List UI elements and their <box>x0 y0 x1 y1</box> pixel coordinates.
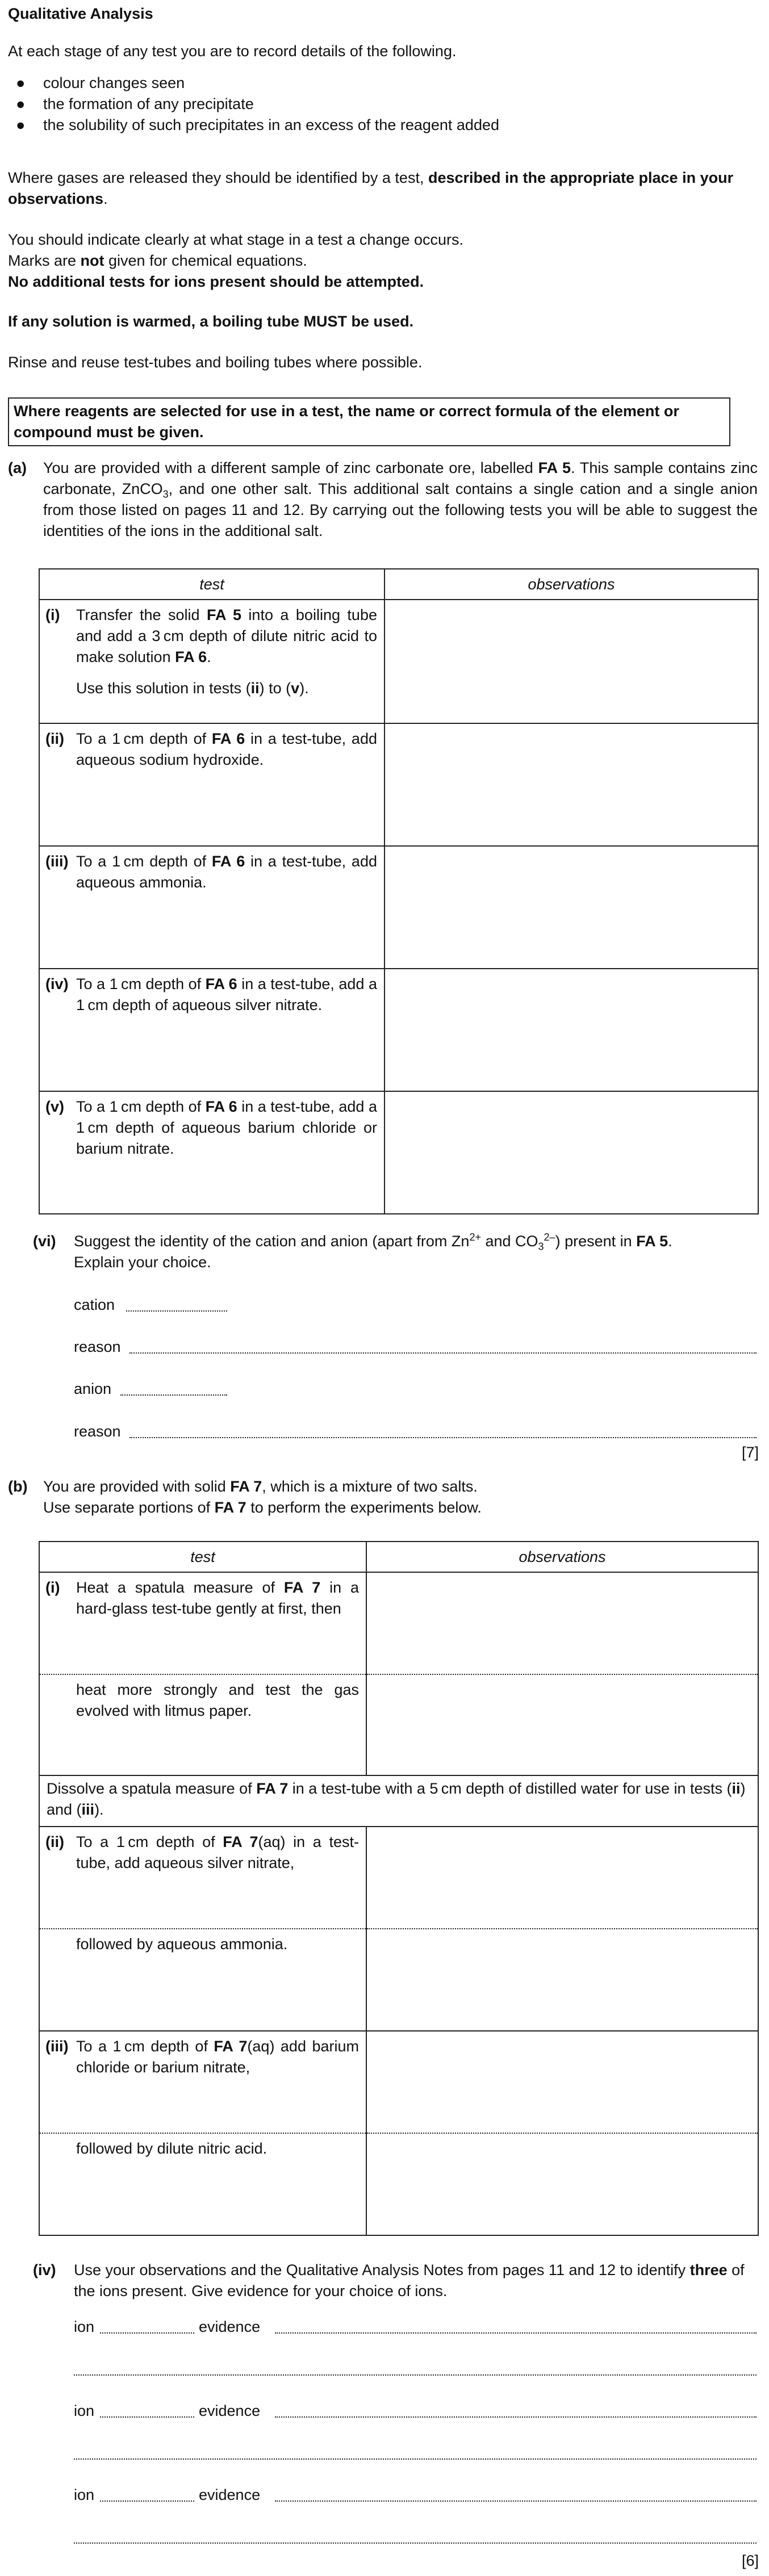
table-row <box>39 846 758 969</box>
reason-label: reason <box>74 1423 121 1440</box>
marks-badge: [7] <box>741 1444 759 1461</box>
table-row <box>39 600 758 723</box>
ion-label: ion <box>74 2318 95 2335</box>
test-description: (ii) To a 1 cm depth of FA 7(aq) in a test-tube, add aqueous silver nitrate, <box>45 1833 359 1871</box>
evidence-label: evidence <box>199 2318 261 2335</box>
marks-badge: [6] <box>741 2552 759 2569</box>
bullet-icon: ● <box>16 74 26 91</box>
dissolve-instruction: Dissolve a spatula measure of FA 7 in a test-tube with a 5 cm depth of distilled water for use in tests (ii) and (iii). <box>47 1780 746 1818</box>
test-description: (iii) To a 1 cm depth of FA 7(aq) add barium chloride or barium nitrate, <box>45 2038 359 2076</box>
observations-cell[interactable] <box>366 1572 758 1674</box>
test-description: heat more strongly and test the gas evolved with litmus paper. <box>76 1681 359 1719</box>
part-a-intro: You are provided with a different sample of zinc carbonate ore, labelled FA 5. This sample contains zinc carbonate, ZnCO$_3$, and one other salt. This additional salt contains a single cation and a single anion from those listed on pages 11 and 12. By carrying out the following tests you will be able to suggest the identities of the ions in the additional salt. <box>43 459 758 539</box>
intro-text: At each stage of any test you are to record details of the following. <box>8 43 457 60</box>
evidence-answer-line[interactable] <box>74 2458 757 2460</box>
test-description: (iv) To a 1 cm depth of FA 6 in a test-tube, add a 1 cm depth of aqueous silver nitrate. <box>45 975 377 1013</box>
ion-answer-line[interactable] <box>100 2332 194 2334</box>
ion-answer-line[interactable] <box>100 2500 194 2502</box>
observations-cell[interactable] <box>384 846 758 969</box>
test-description: (ii) To a 1 cm depth of FA 6 in a test-tube, add aqueous sodium hydroxide. <box>45 730 377 768</box>
question-number: (iv) <box>33 2261 56 2278</box>
test-description: (v) To a 1 cm depth of FA 6 in a test-tube, add a 1 cm depth of aqueous barium chloride or barium nitrate. <box>45 1098 377 1157</box>
observations-cell[interactable] <box>384 969 758 1091</box>
table-row <box>39 1827 758 1929</box>
question-vi-text: Suggest the identity of the cation and anion (apart from $Zn^{2+}$ and $CO_3^{2-}$) present in FA 5. Explain your choice. <box>74 1232 672 1271</box>
test-description: (i) Heat a spatula measure of FA 7 in a hard-glass test-tube gently at first, then <box>45 1579 359 1617</box>
evidence-label: evidence <box>199 2486 261 2503</box>
part-a-table <box>39 568 759 1214</box>
instruction-line: Marks are not given for chemical equations. <box>8 252 307 269</box>
table-row <box>39 723 758 846</box>
bullet-item: ● the solubility of such precipitates in an excess of the reagent added <box>8 115 746 136</box>
question-number: (vi) <box>33 1233 56 1250</box>
test-description: followed by aqueous ammonia. <box>76 1936 288 1953</box>
rinse-instruction: Rinse and reuse test-tubes and boiling tubes where possible. <box>8 354 423 371</box>
instructions-block <box>8 229 758 292</box>
question-iv-text: Use your observations and the Qualitative Analysis Notes from pages 11 and 12 to identify three of the ions present. Give evidence for your choice of ions. <box>74 2261 745 2299</box>
observations-cell[interactable] <box>366 2133 758 2235</box>
observations-cell[interactable] <box>384 1091 758 1214</box>
observations-cell[interactable] <box>366 1674 758 1775</box>
reason-label: reason <box>74 1338 121 1355</box>
part-b-label: (b) <box>8 1478 28 1495</box>
table-row <box>39 1775 758 1827</box>
evidence-answer-line[interactable] <box>275 2332 757 2334</box>
part-b-table <box>39 1541 759 2236</box>
part-a-label: (a) <box>8 459 27 476</box>
observations-cell[interactable] <box>384 723 758 846</box>
bullet-item: ● the formation of any precipitate <box>8 94 746 115</box>
column-header-test: test <box>39 1542 366 1572</box>
table-row <box>39 1572 758 1674</box>
evidence-label: evidence <box>199 2402 261 2419</box>
table-row <box>39 2133 758 2235</box>
instruction-line: No additional tests for ions present should be attempted. <box>8 273 424 290</box>
evidence-answer-line[interactable] <box>275 2416 757 2418</box>
test-description: (i) Transfer the solid FA 5 into a boiling tube and add a 3 cm depth of dilute nitric acid to make solution FA 6. Use this solution in tests (ii) to (v). <box>45 606 377 697</box>
observations-cell[interactable] <box>366 2031 758 2133</box>
observations-cell[interactable] <box>384 600 758 723</box>
page-title: Qualitative Analysis <box>8 5 153 22</box>
column-header-observations: observations <box>384 569 758 600</box>
test-description: followed by dilute nitric acid. <box>76 2140 268 2157</box>
evidence-answer-line[interactable] <box>74 2543 757 2544</box>
anion-label: anion <box>74 1380 112 1397</box>
column-header-test: test <box>39 569 384 600</box>
column-header-observations: observations <box>366 1542 758 1572</box>
evidence-answer-line[interactable] <box>74 2374 757 2376</box>
reason-answer-line[interactable] <box>129 1437 757 1438</box>
table-row <box>39 1674 758 1775</box>
evidence-answer-line[interactable] <box>275 2500 757 2502</box>
gases-instruction: Where gases are released they should be identified by a test, described in the appropriate place in your observations. <box>8 169 734 207</box>
observations-cell[interactable] <box>366 1827 758 1929</box>
ion-label: ion <box>74 2486 95 2503</box>
bullet-list <box>8 73 746 136</box>
anion-answer-line[interactable] <box>120 1394 227 1396</box>
bullet-icon: ● <box>16 95 26 112</box>
ion-label: ion <box>74 2402 95 2419</box>
table-row <box>39 1091 758 1214</box>
bullet-item: ● colour changes seen <box>8 73 746 94</box>
table-row <box>39 969 758 1091</box>
reagent-box: Where reagents are selected for use in a test, the name or correct formula of the element or compound must be given. <box>8 397 730 446</box>
cation-answer-line[interactable] <box>126 1310 227 1312</box>
reason-answer-line[interactable] <box>129 1352 757 1354</box>
cation-label: cation <box>74 1296 115 1313</box>
observations-cell[interactable] <box>366 1929 758 2031</box>
test-description: (iii) To a 1 cm depth of FA 6 in a test-tube, add aqueous ammonia. <box>45 853 377 891</box>
bullet-icon: ● <box>16 116 26 133</box>
warming-instruction: If any solution is warmed, a boiling tube MUST be used. <box>8 313 414 330</box>
ion-answer-line[interactable] <box>100 2416 194 2418</box>
part-b-intro: You are provided with solid FA 7, which is a mixture of two salts. Use separate portions of FA 7 to perform the experiments below. <box>43 1478 482 1516</box>
table-row <box>39 2031 758 2133</box>
instruction-line: You should indicate clearly at what stage in a test a change occurs. <box>8 231 463 248</box>
table-row <box>39 1929 758 2031</box>
